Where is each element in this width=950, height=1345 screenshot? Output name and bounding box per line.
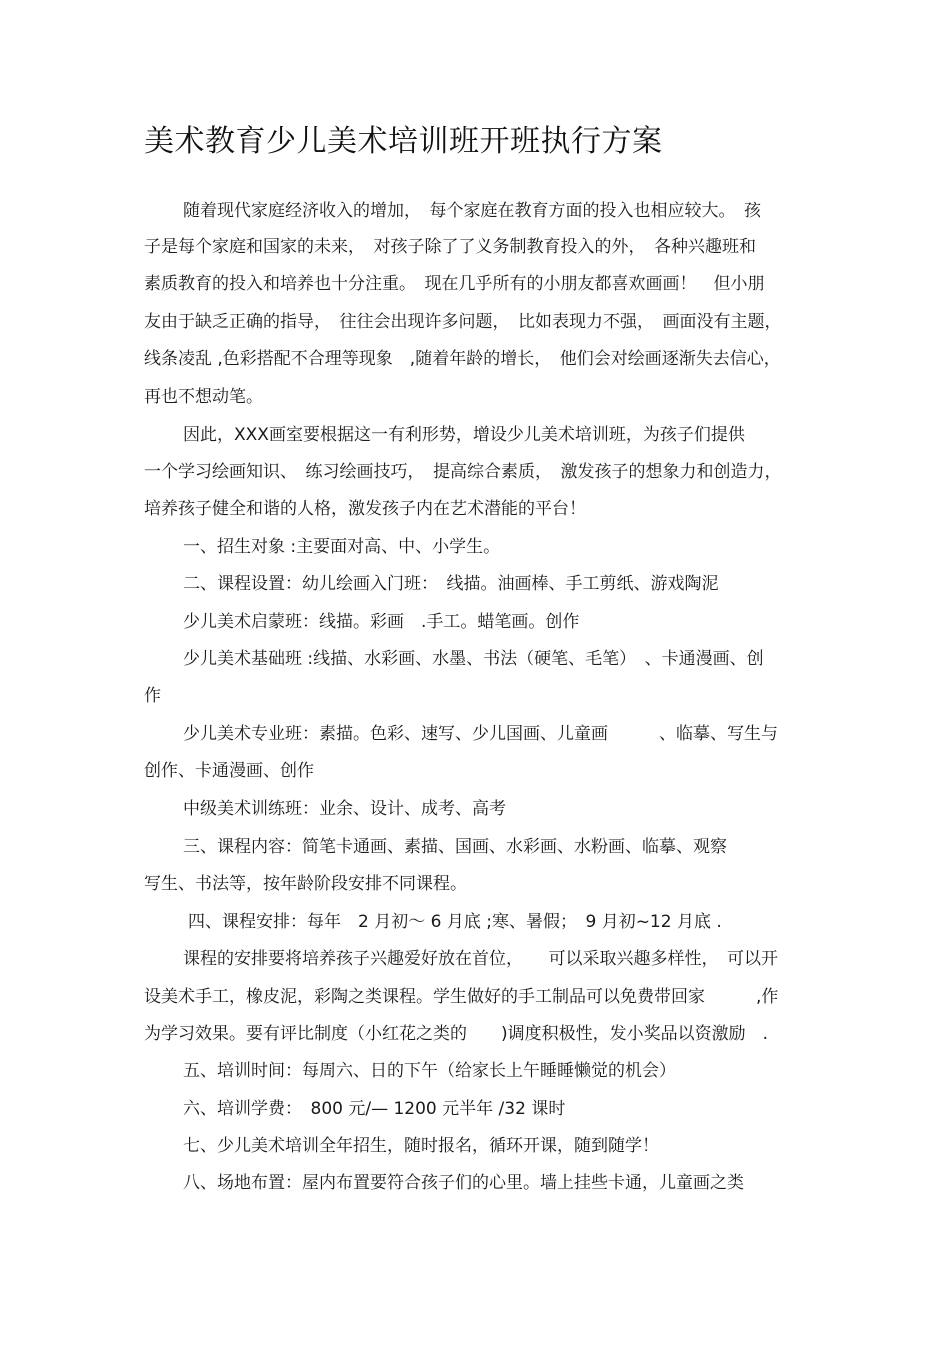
paragraph-line: 子是每个家庭和国家的未来， 对孩子除了了义务制教育投入的外， 各种兴趣班和 (144, 237, 756, 257)
section-line: 写生、书法等，按年龄阶段安排不同课程。 (144, 874, 467, 894)
course-line: 中级美术训练班：业余、设计、成考、高考 (183, 799, 506, 819)
section-line: 四、课程安排：每年 2 月初～ 6 月底 ;寒、暑假； 9 月初~12 月底 . (188, 912, 722, 932)
section-line: 七、少儿美术培训全年招生，随时报名，循环开课，随到随学！ (183, 1136, 659, 1156)
course-line: 少儿美术启蒙班：线描。彩画 .手工。蜡笔画。创作 (183, 612, 580, 632)
paragraph-line: 设美术手工，橡皮泥，彩陶之类课程。学生做好的手工制品可以免费带回家 ,作 (144, 987, 779, 1007)
paragraph-line: 线条凌乱 ,色彩搭配不合理等现象 ,随着年龄的增长， 他们会对绘画逐渐失去信心， (144, 349, 781, 369)
course-line: 少儿美术专业班：素描。色彩、速写、少儿国画、儿童画 、临摹、写生与 (183, 724, 778, 744)
paragraph-line: 素质教育的投入和培养也十分注重。 现在几乎所有的小朋友都喜欢画画！ 但小朋 (144, 274, 765, 294)
section-line: 八、场地布置：屋内布置要符合孩子们的心里。墙上挂些卡通，儿童画之类 (183, 1173, 744, 1193)
paragraph-line: 为学习效果。要有评比制度（小红花之类的 )调度积极性，发小奖品以资激励 . (144, 1024, 769, 1044)
section-line: 六、培训学费： 800 元/— 1200 元半年 /32 课时 (183, 1099, 566, 1119)
paragraph-line: 因此，XXX画室要根据这一有利形势，增设少儿美术培训班，为孩子们提供 (183, 425, 745, 445)
section-line: 三、课程内容：简笔卡通画、素描、国画、水彩画、水粉画、临摹、观察 (183, 837, 727, 857)
paragraph-line: 培养孩子健全和谐的人格，激发孩子内在艺术潜能的平台！ (144, 499, 586, 519)
paragraph-line: 随着现代家庭经济收入的增加， 每个家庭在教育方面的投入也相应较大。 孩 (183, 201, 761, 221)
course-line: 少儿美术基础班 :线描、水彩画、水墨、书法（硬笔、毛笔） 、卡通漫画、创 (183, 649, 764, 669)
course-line: 创作、卡通漫画、创作 (144, 761, 314, 781)
course-line: 作 (144, 686, 161, 706)
paragraph-line: 一个学习绘画知识、 练习绘画技巧， 提高综合素质， 激发孩子的想象力和创造力， (144, 462, 782, 482)
paragraph-line: 课程的安排要将培养孩子兴趣爱好放在首位， 可以采取兴趣多样性， 可以开 (183, 949, 778, 969)
paragraph-line: 友由于缺乏正确的指导， 往往会出现许多问题， 比如表现力不强， 画面没有主题， (144, 312, 782, 332)
section-line: 五、培训时间：每周六、日的下午（给家长上午睡睡懒觉的机会） (183, 1061, 676, 1081)
paragraph-line: 再也不想动笔。 (144, 387, 263, 407)
section-line: 一、招生对象 :主要面对高、中、小学生。 (183, 537, 501, 557)
document-title: 美术教育少儿美术培训班开班执行方案 (144, 124, 663, 159)
section-line: 二、课程设置：幼儿绘画入门班： 线描。油画棒、手工剪纸、游戏陶泥 (183, 574, 719, 594)
